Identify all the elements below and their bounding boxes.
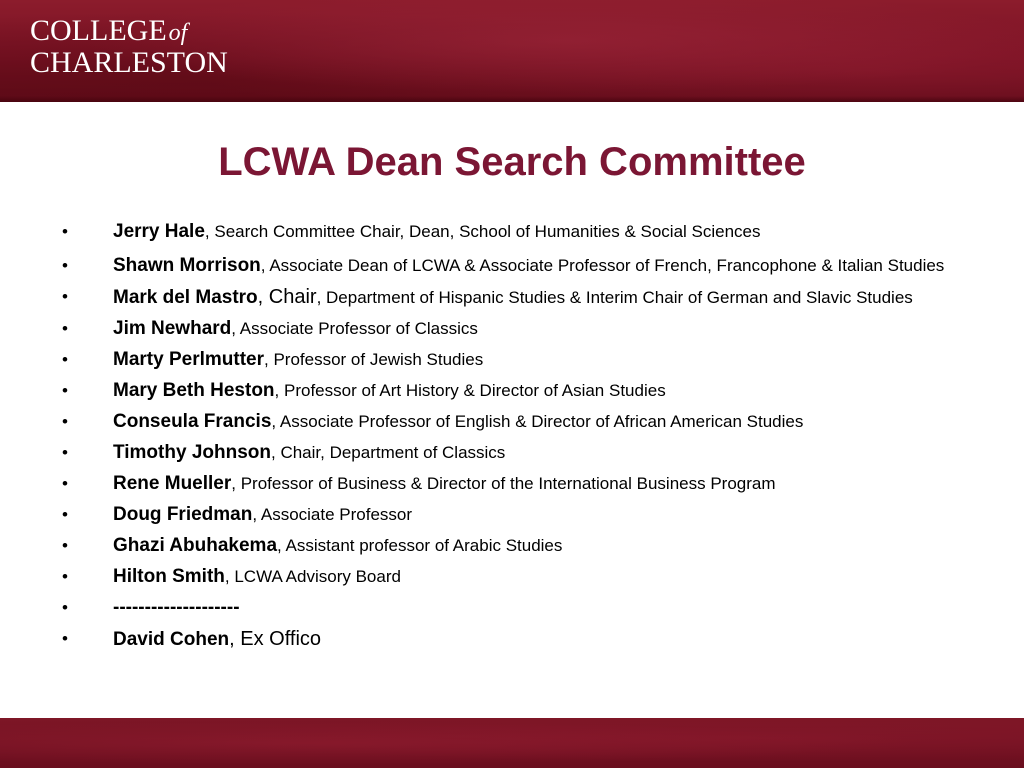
member-name: Marty Perlmutter bbox=[113, 349, 264, 370]
footer-banner bbox=[0, 718, 1024, 768]
slide-title: LCWA Dean Search Committee bbox=[218, 140, 806, 184]
logo-text-charleston: CHARLESTON bbox=[30, 46, 228, 79]
member-role: Chair, Department of Classics bbox=[275, 443, 506, 462]
member-separator: , bbox=[224, 567, 230, 586]
list-item bbox=[62, 596, 962, 620]
bullet-icon: • bbox=[62, 350, 68, 369]
list-item bbox=[62, 534, 962, 558]
member-name: Mark del Mastro bbox=[113, 287, 258, 308]
member-name: Timothy Johnson bbox=[113, 442, 271, 463]
list-item bbox=[62, 565, 962, 589]
bullet-icon: • bbox=[62, 443, 68, 462]
member-name: Conseula Francis bbox=[113, 411, 272, 432]
bullet-icon: • bbox=[62, 505, 68, 524]
bullet-icon: • bbox=[62, 629, 68, 648]
member-separator: , Ex Offico bbox=[229, 628, 322, 650]
list-item bbox=[62, 254, 962, 278]
member-name: Jim Newhard bbox=[113, 318, 232, 339]
bullet-icon: • bbox=[62, 412, 68, 431]
member-name: Rene Mueller bbox=[113, 473, 232, 494]
bullet-icon: • bbox=[62, 536, 68, 555]
member-separator: , bbox=[274, 381, 280, 400]
list-item bbox=[62, 503, 962, 527]
list-item bbox=[62, 317, 962, 341]
member-role: Associate Dean of LCWA & Associate Professor of French, Francophone & Italian Studies bbox=[265, 256, 945, 275]
logo-text-of: of bbox=[168, 20, 188, 46]
committee-member-list bbox=[62, 220, 962, 659]
member-separator: , bbox=[204, 222, 210, 241]
member-name: David Cohen bbox=[113, 629, 230, 650]
member-divider: -------------------- bbox=[113, 597, 240, 618]
member-separator: , bbox=[270, 443, 276, 462]
bullet-icon: • bbox=[62, 256, 68, 275]
member-name: Shawn Morrison bbox=[113, 255, 261, 276]
member-role: Professor of Business & Director of the International Business Program bbox=[236, 474, 776, 493]
member-separator: , Chair bbox=[257, 286, 317, 308]
member-name: Mary Beth Heston bbox=[113, 380, 275, 401]
member-separator: , bbox=[252, 505, 258, 524]
member-role: Associate Professor bbox=[257, 505, 413, 524]
bullet-icon: • bbox=[62, 598, 68, 617]
college-logo bbox=[30, 16, 228, 78]
member-role: , Department of Hispanic Studies & Interim Chair of German and Slavic Studies bbox=[316, 288, 913, 307]
list-item bbox=[62, 285, 962, 310]
list-item bbox=[62, 441, 962, 465]
bullet-icon: • bbox=[62, 287, 68, 306]
list-item bbox=[62, 410, 962, 434]
member-role: Search Committee Chair, Dean, School of Humanities & Social Sciences bbox=[209, 222, 761, 241]
member-name: Ghazi Abuhakema bbox=[113, 535, 278, 556]
member-role: LCWA Advisory Board bbox=[229, 567, 401, 586]
header-banner bbox=[0, 0, 1024, 102]
member-name: Hilton Smith bbox=[113, 566, 225, 587]
member-separator: , bbox=[264, 350, 269, 369]
list-item bbox=[62, 379, 962, 403]
logo-text-college: COLLEGE bbox=[30, 14, 167, 47]
member-separator: , bbox=[231, 474, 236, 493]
member-role: Professor of Art History & Director of Asian Studies bbox=[279, 381, 666, 400]
member-role: Associate Professor of English & Director of African American Studies bbox=[276, 412, 804, 431]
list-item bbox=[62, 220, 962, 244]
bullet-icon: • bbox=[62, 567, 68, 586]
member-separator: , bbox=[277, 536, 282, 555]
bullet-icon: • bbox=[62, 319, 68, 338]
member-role: Professor of Jewish Studies bbox=[268, 350, 484, 369]
bullet-icon: • bbox=[62, 474, 68, 493]
list-item bbox=[62, 627, 962, 652]
member-separator: , bbox=[260, 256, 266, 275]
member-name: Jerry Hale bbox=[113, 221, 205, 242]
member-role: Associate Professor of Classics bbox=[236, 319, 478, 338]
member-separator: , bbox=[231, 319, 236, 338]
list-item bbox=[62, 348, 962, 372]
bullet-icon: • bbox=[62, 222, 68, 241]
member-role: Assistant professor of Arabic Studies bbox=[281, 536, 563, 555]
member-name: Doug Friedman bbox=[113, 504, 253, 525]
member-separator: , bbox=[271, 412, 277, 431]
bullet-icon: • bbox=[62, 381, 68, 400]
list-item bbox=[62, 472, 962, 496]
